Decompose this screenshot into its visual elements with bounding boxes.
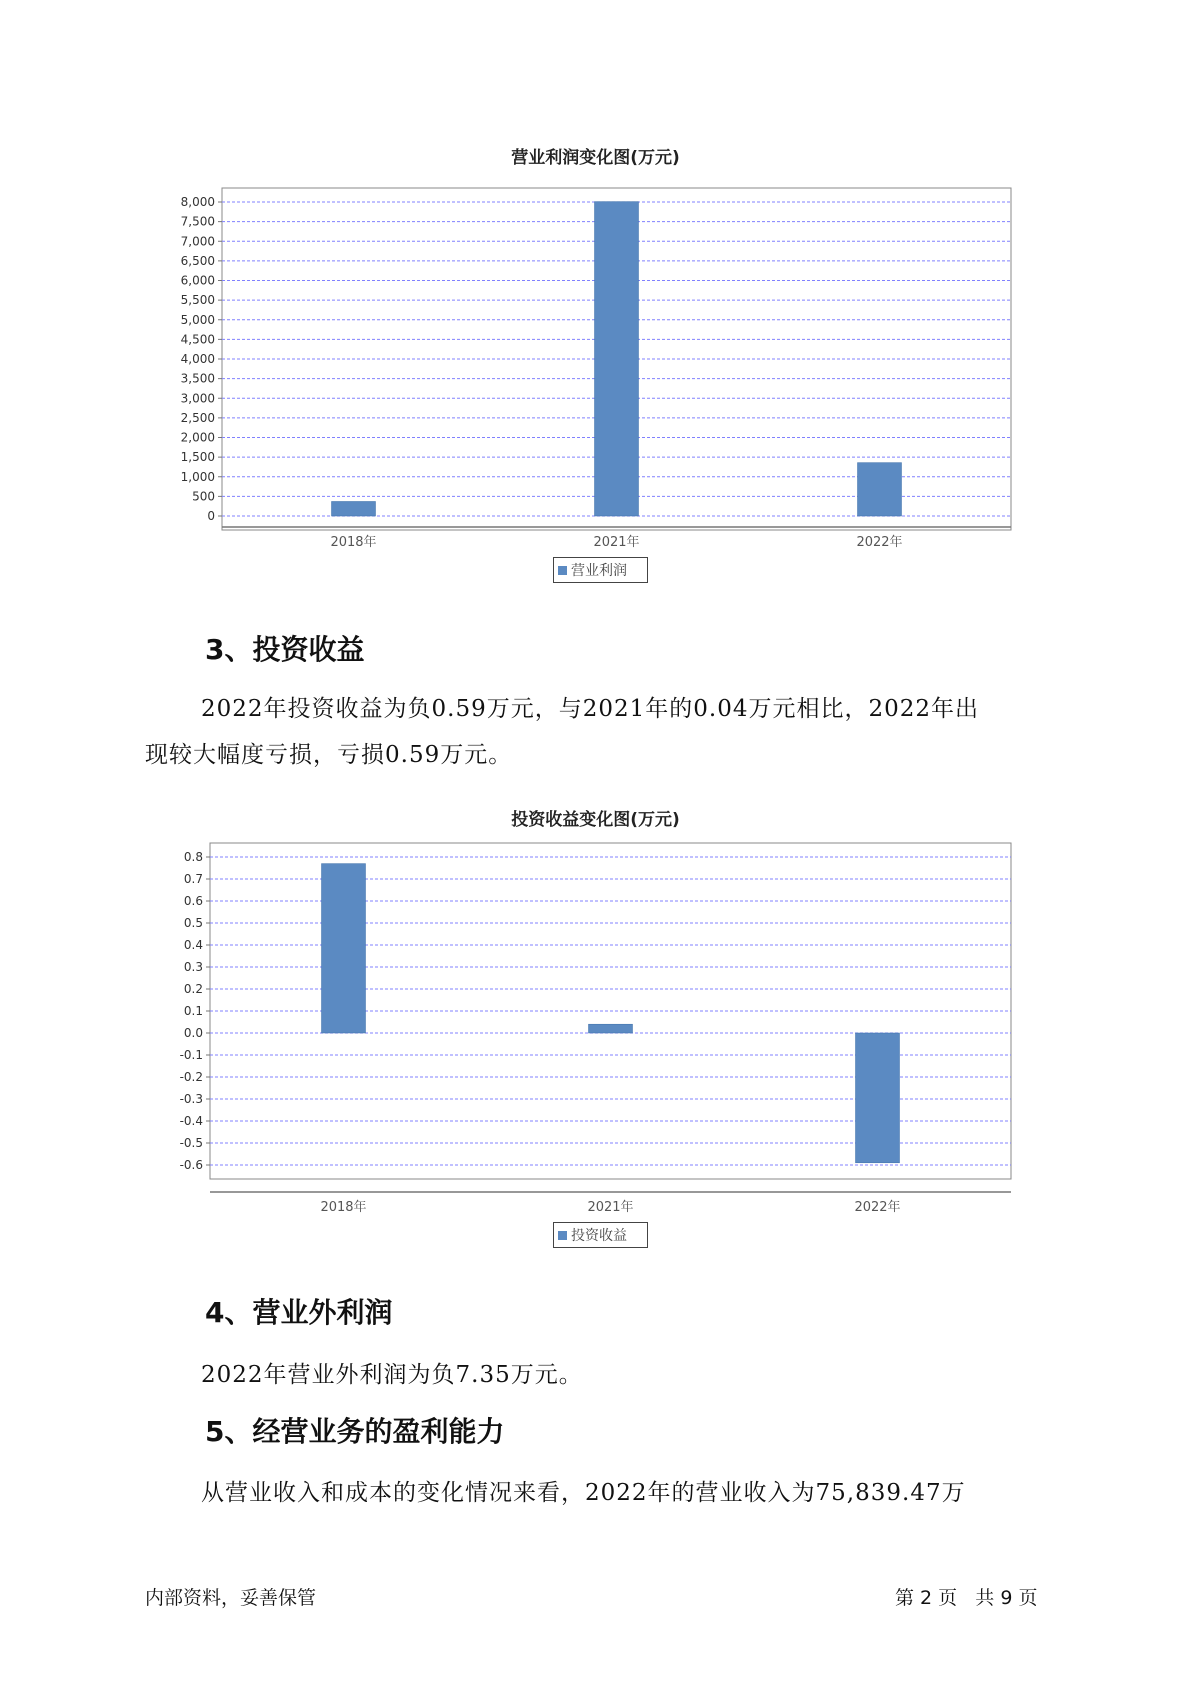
y-tick-label: -0.4 <box>179 1114 203 1128</box>
y-tick-label: 6,500 <box>180 253 215 268</box>
y-tick-label: 4,500 <box>180 332 215 347</box>
y-tick-label: 7,000 <box>180 234 215 249</box>
chart2-title: 投资收益变化图(万元) <box>511 810 680 830</box>
page-number: 第 2 页 共 9 页 <box>895 1587 1038 1609</box>
bar-2022年 <box>858 463 902 516</box>
section-3-line-2: 现较大幅度亏损，亏损0.59万元。 <box>145 742 513 768</box>
chart1-legend-label: 营业利润 <box>571 563 627 579</box>
y-tick-label: 0.7 <box>183 872 203 886</box>
section-3-heading: 3、投资收益 <box>205 633 365 666</box>
section-4-line-1: 2022年营业外利润为负7.35万元。 <box>201 1362 583 1388</box>
operating-profit-chart <box>0 170 1191 550</box>
y-tick-label: 5,000 <box>180 312 215 327</box>
chart1-legend <box>553 557 648 583</box>
y-tick-label: 0 <box>207 509 215 523</box>
investment-income-chart <box>0 835 1191 1215</box>
y-tick-label: 0.4 <box>183 938 203 952</box>
x-tick-label: 2018年 <box>320 1200 367 1215</box>
chart2-legend <box>553 1222 648 1248</box>
y-tick-label: -0.3 <box>179 1092 203 1106</box>
y-tick-label: 500 <box>192 489 215 504</box>
y-tick-label: 2,500 <box>180 410 215 425</box>
y-tick-label: 1,500 <box>180 450 215 465</box>
section-5-heading: 5、经营业务的盈利能力 <box>205 1415 505 1448</box>
y-tick-label: 0.1 <box>183 1004 203 1018</box>
y-tick-label: 3,000 <box>180 391 215 406</box>
section-5-line-1: 从营业收入和成本的变化情况来看，2022年的营业收入为75,839.47万 <box>201 1480 966 1506</box>
bar-2021年 <box>595 202 639 516</box>
x-tick-label: 2021年 <box>587 1200 634 1215</box>
x-tick-label: 2018年 <box>330 535 377 550</box>
bar-2018年 <box>332 501 376 516</box>
x-tick-label: 2022年 <box>856 535 903 550</box>
y-tick-label: 8,000 <box>180 195 215 209</box>
bar-2021年 <box>589 1024 633 1033</box>
y-tick-label: 0.2 <box>183 982 203 996</box>
y-tick-label: 6,000 <box>180 273 215 288</box>
chart2-legend-label: 投资收益 <box>571 1228 627 1244</box>
y-tick-label: 3,500 <box>180 371 215 386</box>
bar-2022年 <box>856 1033 900 1163</box>
y-tick-label: -0.5 <box>179 1136 203 1150</box>
y-tick-label: 0.8 <box>183 850 203 864</box>
y-tick-label: -0.2 <box>179 1070 203 1084</box>
footer-note: 内部资料，妥善保管 <box>145 1587 317 1609</box>
y-tick-label: 5,500 <box>180 293 215 308</box>
y-tick-label: 0.5 <box>183 916 203 930</box>
legend-swatch <box>558 566 567 575</box>
y-tick-label: 4,000 <box>180 352 215 366</box>
section-4-paragraph <box>145 1352 1065 1398</box>
y-tick-label: 7,500 <box>180 214 215 229</box>
y-tick-label: 0.6 <box>183 894 203 908</box>
legend-swatch <box>558 1231 567 1240</box>
section-3-paragraph <box>145 686 1065 778</box>
section-4-heading: 4、营业外利润 <box>205 1296 393 1329</box>
y-tick-label: -0.1 <box>179 1048 203 1062</box>
x-tick-label: 2022年 <box>854 1200 901 1215</box>
y-tick-label: 1,000 <box>180 469 215 484</box>
section-3-line-1: 2022年投资收益为负0.59万元，与2021年的0.04万元相比，2022年出 <box>201 696 980 722</box>
chart1-title: 营业利润变化图(万元) <box>511 148 680 168</box>
bar-2018年 <box>322 864 366 1033</box>
y-tick-label: 2,000 <box>180 430 215 445</box>
y-tick-label: 0.0 <box>183 1026 203 1040</box>
section-5-paragraph <box>145 1470 1065 1516</box>
y-tick-label: 0.3 <box>183 960 203 974</box>
x-tick-label: 2021年 <box>593 535 640 550</box>
y-tick-label: -0.6 <box>179 1158 203 1172</box>
